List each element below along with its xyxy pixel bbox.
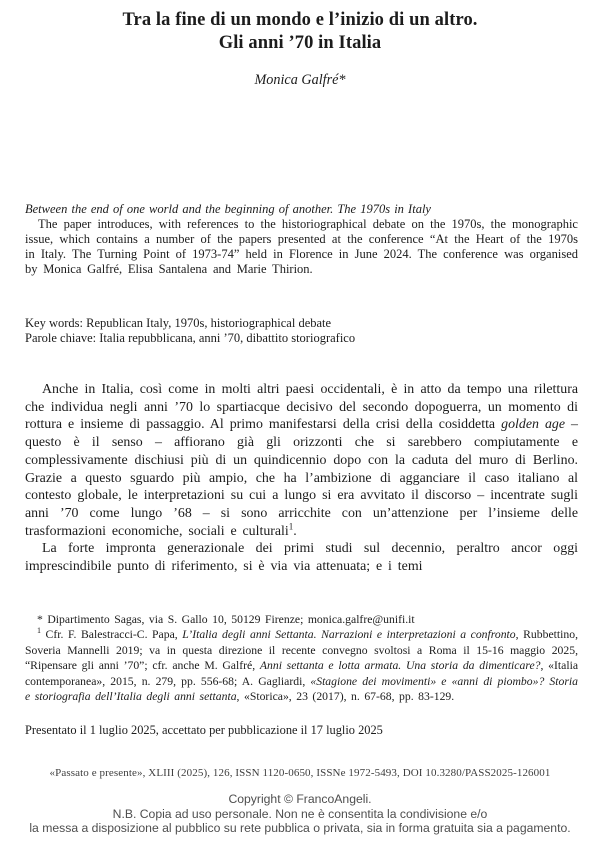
journal-citation-line: «Passato e presente», XLIII (2025), 126, ISSN 1120-0650, ISSNe 1972-5493, DOI 10.3280/PASS2025-126001 bbox=[49, 767, 551, 779]
article-author: Monica Galfré* bbox=[254, 72, 346, 88]
copyright-line-2: N.B. Copia ad uso personale. Non ne è consentita la condivisione e/o bbox=[112, 806, 488, 821]
footnote-text: , Rubbettino, Soveria Mannelli 2019; va in questa direzione il recente convegno svoltosi a Roma il 15-16 maggio 2025, “Ripensare gli anni ’70”; cfr. anche M. Galfré, bbox=[25, 628, 578, 673]
footnote-text: , «Italia contemporanea», 2015, n. 279, pp. 556-68; A. Gagliardi, bbox=[25, 659, 579, 688]
paragraph-text: – questo è il senso – affiorano già gli orizzonti che si sarebbero compiutamente e complessivamente dischiusi più di un quindicennio dopo con la caduta del muro di Berlino. Grazie a questo sguardo più ampio, che ha l’ambizione di agganciare il caso italiano al contesto globale, le interpretazioni su cui a lungo si era avvitato il discorso – incentrate sugli anni ’70 come lungo ’68 – si sono arricchite con un’attenzione per l’insieme delle trasformazioni economiche, sociali e culturali bbox=[25, 417, 578, 539]
keywords-it: Parole chiave: Italia repubblicana, anni ’70, dibattito storiografico bbox=[25, 331, 356, 345]
keywords-section bbox=[25, 316, 578, 346]
cited-title: Anni settanta e lotta armata. Una storia da dimenticare? bbox=[259, 659, 541, 673]
footnote-affiliation: * Dipartimento Sagas, via S. Gallo 10, 50129 Firenze; monica.galfre@unifi.it bbox=[37, 613, 415, 626]
body-paragraph-1 bbox=[25, 381, 578, 540]
abstract-title-en: Between the end of one world and the beginning of another. The 1970s in Italy bbox=[25, 202, 431, 216]
footnote-1-marker: 1 bbox=[37, 626, 41, 636]
article-header bbox=[0, 9, 600, 89]
abstract-text: The paper introduces, with references to the historiographical debate on the 1970s, the monographic issue, which contains a number of the papers presented at the conference “At the Heart of the 1970s in Italy. The Turning Point of 1973-74” held in Florence in June 2024. The conference was organised by Monica Galfré, Elisa Santalena and Marie Thirion. bbox=[25, 217, 578, 276]
footnote-1 bbox=[25, 627, 578, 704]
abstract-section bbox=[25, 202, 578, 277]
article-title-line-2: Gli anni ’70 in Italia bbox=[218, 33, 382, 53]
submission-dates: Presentato il 1 luglio 2025, accettato per pubblicazione il 17 luglio 2025 bbox=[25, 723, 383, 737]
keywords-en: Key words: Republican Italy, 1970s, historiographical debate bbox=[25, 316, 332, 330]
cited-title: «Stagione dei movimenti» e «anni di piombo»? Storia e storiografia dell’Italia degli anni settanta bbox=[25, 674, 578, 704]
copyright-line-1: Copyright © FrancoAngeli. bbox=[228, 792, 372, 806]
footnote-text: Cfr. F. Balestracci-C. Papa, bbox=[41, 628, 183, 642]
paragraph-text: Anche in Italia, così come in molti altri paesi occidentali, è in atto da tempo una rilettura che individua negli anni ’70 lo spartiacque decisivo del secondo dopoguerra, un momento di rottura e insieme di passaggio. Al primo manifestarsi della crisi della cosiddetta bbox=[25, 382, 578, 433]
footnotes-section bbox=[25, 612, 578, 704]
body-paragraph-2: La forte impronta generazionale dei primi studi sul decennio, peraltro ancor oggi imprescindibile punto di riferimento, si è via via attenuata; e i temi bbox=[25, 541, 578, 575]
copyright-line-3: la messa a disposizione al pubblico su rete pubblica o privata, sia in forma gratuita sia a pagamento. bbox=[29, 821, 571, 836]
article-body bbox=[25, 381, 578, 576]
copyright-notice bbox=[0, 792, 600, 836]
paragraph-text: . bbox=[293, 523, 297, 539]
italic-phrase: golden age bbox=[501, 417, 566, 433]
article-title bbox=[0, 9, 600, 55]
article-title-line-1: Tra la fine di un mondo e l’inizio di un altro. bbox=[122, 10, 478, 30]
cited-title: L’Italia degli anni Settanta. Narrazioni e interpretazioni a confronto bbox=[182, 628, 516, 642]
footnote-text: , «Storica», 23 (2017), n. 67-68, pp. 83-129. bbox=[236, 690, 455, 704]
footnote-ref-1: 1 bbox=[288, 521, 294, 531]
